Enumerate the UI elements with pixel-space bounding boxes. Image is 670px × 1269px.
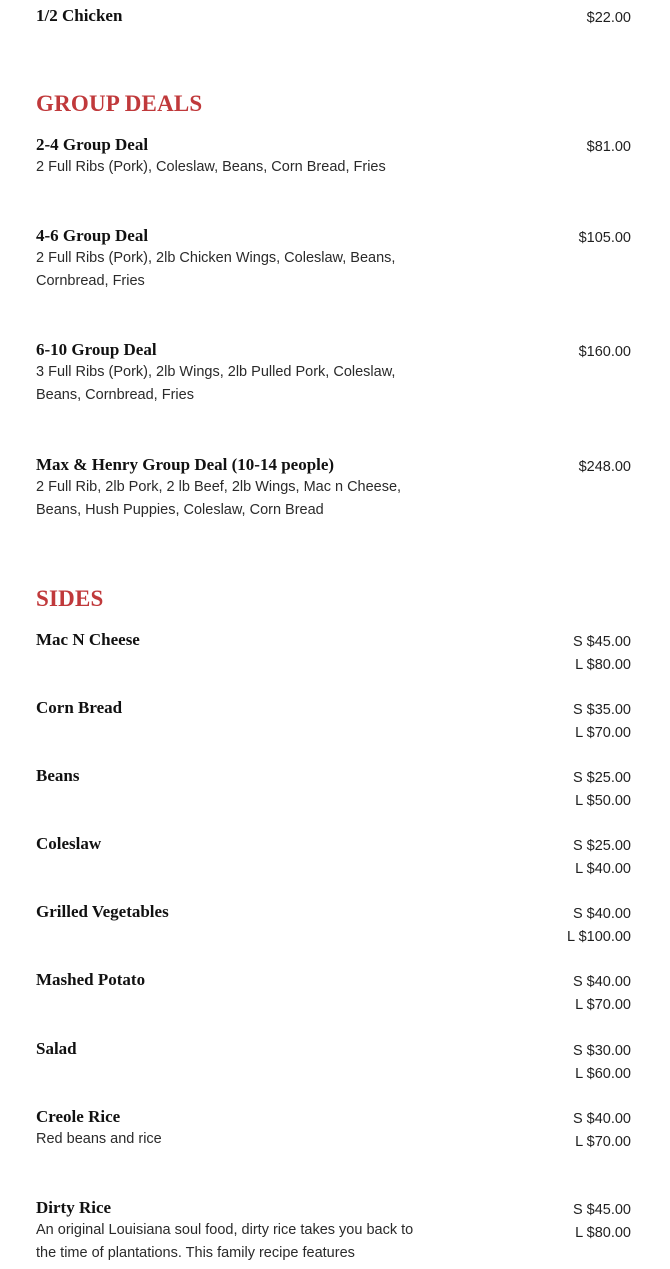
item-price	[573, 835, 631, 880]
item-name: Beans	[36, 766, 80, 785]
item-name: 6-10 Group Deal	[36, 340, 157, 359]
menu-item-group-deal[interactable]	[36, 134, 631, 179]
price: $81.00	[586, 139, 631, 155]
item-price	[587, 136, 631, 159]
price-large: L $60.00	[575, 1065, 631, 1082]
item-price	[579, 456, 631, 479]
item-price	[587, 7, 631, 30]
price: $160.00	[578, 344, 631, 360]
item-name: Coleslaw	[36, 834, 102, 853]
item-name: Grilled Vegetables	[36, 902, 169, 921]
item-description: 2 Full Rib, 2lb Pork, 2 lb Beef, 2lb Wings, Mac n Cheese, Beans, Hush Puppies, Coleslaw, Corn Bread	[36, 479, 402, 518]
item-price	[573, 971, 631, 1016]
price: $105.00	[578, 230, 631, 246]
menu-item-group-deal[interactable]	[36, 225, 631, 293]
price-large: L $80.00	[575, 1224, 631, 1241]
item-name: 1/2 Chicken	[36, 6, 123, 25]
item-name: Creole Rice	[36, 1107, 121, 1126]
item-description: 3 Full Ribs (Pork), 2lb Wings, 2lb Pulled Pork, Coleslaw, Beans, Cornbread, Fries	[36, 364, 396, 403]
price-large: L $40.00	[575, 860, 631, 877]
menu-item-side[interactable]	[36, 765, 631, 809]
menu-item-side[interactable]	[36, 1197, 631, 1265]
menu-item-side[interactable]	[36, 833, 631, 877]
price: $248.00	[578, 459, 631, 475]
price: $22.00	[586, 10, 631, 26]
menu-item-side[interactable]	[36, 1106, 631, 1151]
item-description: An original Louisiana soul food, dirty rice takes you back to the time of plantations. This family recipe features	[36, 1222, 414, 1261]
item-name: Mac N Cheese	[36, 630, 140, 649]
menu-item-side[interactable]	[36, 629, 631, 673]
item-name: Salad	[36, 1039, 77, 1058]
section-title-sides: SIDES	[36, 586, 104, 611]
item-name: Dirty Rice	[36, 1198, 112, 1217]
price-small: S $30.00	[572, 1043, 631, 1059]
item-price	[573, 699, 631, 744]
item-description: Red beans and rice	[36, 1131, 162, 1147]
price-large: L $70.00	[575, 1133, 631, 1150]
menu-item-side[interactable]	[36, 697, 631, 741]
item-price	[573, 631, 631, 676]
price-large: L $70.00	[575, 996, 631, 1013]
item-description: 2 Full Ribs (Pork), 2lb Chicken Wings, Coleslaw, Beans, Cornbread, Fries	[36, 250, 396, 289]
menu-item-side[interactable]	[36, 1038, 631, 1082]
price-small: S $45.00	[572, 634, 631, 650]
item-price	[579, 341, 631, 364]
price-large: L $50.00	[575, 792, 631, 809]
item-price	[573, 1199, 631, 1244]
item-name: 2-4 Group Deal	[36, 135, 149, 154]
price-small: S $40.00	[572, 974, 631, 990]
price-small: S $25.00	[572, 838, 631, 854]
item-price	[573, 1108, 631, 1153]
price-small: S $45.00	[572, 1202, 631, 1218]
menu-item-side[interactable]	[36, 969, 631, 1013]
menu-item-side[interactable]	[36, 901, 631, 945]
menu-item-half-chicken[interactable]	[36, 5, 631, 27]
item-name: 4-6 Group Deal	[36, 226, 149, 245]
price-small: S $25.00	[572, 770, 631, 786]
menu-item-group-deal[interactable]	[36, 454, 631, 522]
price-small: S $40.00	[572, 906, 631, 922]
price-large: L $80.00	[575, 656, 631, 673]
item-price	[567, 903, 631, 948]
price-small: S $40.00	[572, 1111, 631, 1127]
item-description: 2 Full Ribs (Pork), Coleslaw, Beans, Corn Bread, Fries	[36, 159, 386, 175]
item-price	[573, 767, 631, 812]
item-name: Mashed Potato	[36, 970, 146, 989]
price-small: S $35.00	[572, 702, 631, 718]
price-large: L $100.00	[567, 928, 631, 945]
item-price	[573, 1040, 631, 1085]
item-price	[579, 227, 631, 250]
item-name: Corn Bread	[36, 698, 123, 717]
price-large: L $70.00	[575, 724, 631, 741]
section-title-group-deals: GROUP DEALS	[36, 91, 203, 116]
menu-item-group-deal[interactable]	[36, 339, 631, 407]
item-name: Max & Henry Group Deal (10-14 people)	[36, 455, 335, 474]
